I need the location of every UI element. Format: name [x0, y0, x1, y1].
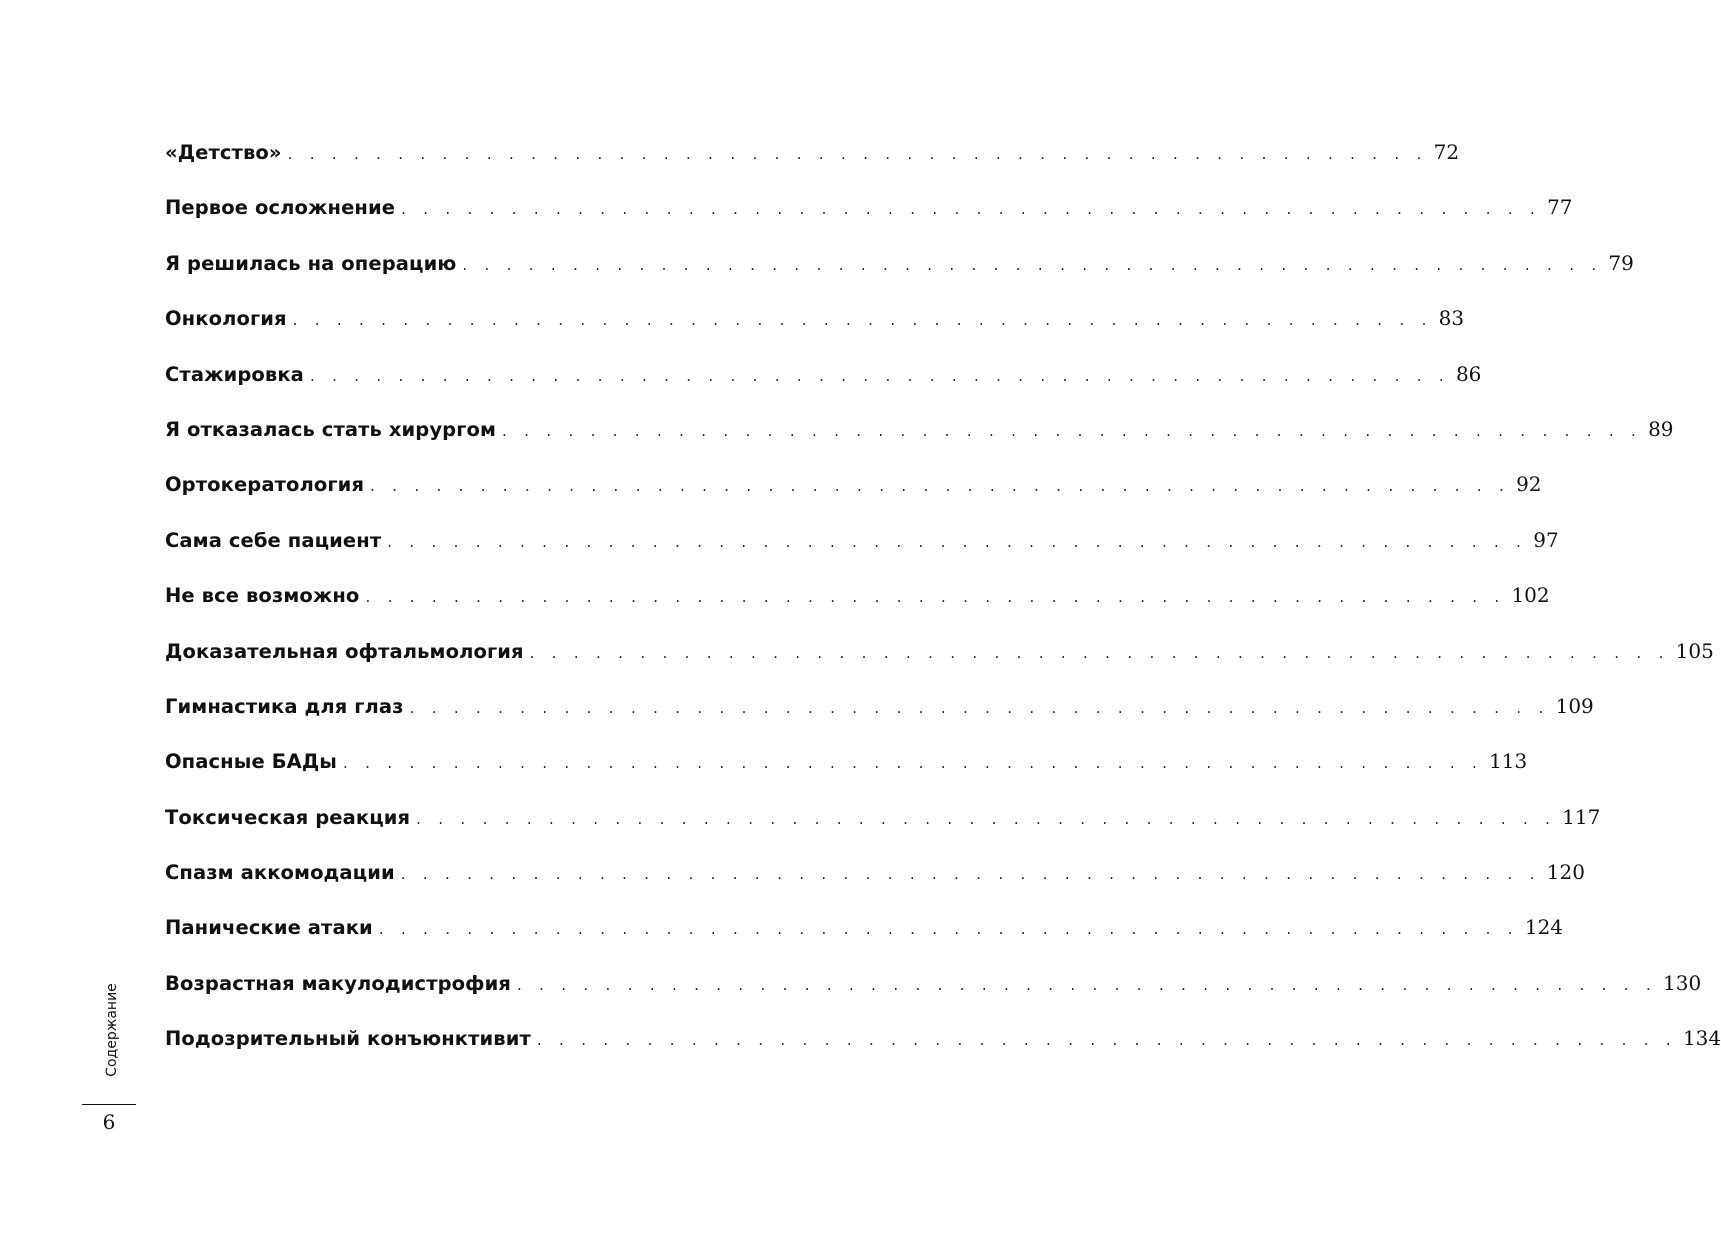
toc-entry-page: 102	[1511, 583, 1550, 608]
toc-entry-page: 89	[1648, 416, 1674, 441]
dot-leader: . . . . . . . . . . . . . . . . . . . . . . . . . . . . . . . . . . . . . . . . . . . . . . . . . . . .	[462, 255, 1603, 274]
dot-leader: . . . . . . . . . . . . . . . . . . . . . . . . . . . . . . . . . . . . . . . . . . . . . . . . . . . .	[502, 421, 1643, 440]
toc-entry	[165, 576, 1550, 631]
dot-leader: . . . . . . . . . . . . . . . . . . . . . . . . . . . . . . . . . . . . . . . . . . . . . . . . . . . .	[370, 477, 1511, 496]
toc-entry-page: 97	[1533, 527, 1559, 552]
toc-entry-page: 113	[1489, 749, 1528, 774]
toc-entry-page: 120	[1546, 860, 1585, 885]
toc-entry	[165, 410, 1674, 465]
dot-leader: . . . . . . . . . . . . . . . . . . . . . . . . . . . . . . . . . . . . . . . . . . . . . . . . . . . .	[343, 754, 1484, 773]
toc-entry-title: Токсическая реакция	[165, 805, 411, 829]
toc-entry-title: Я отказалась стать хирургом	[165, 417, 497, 441]
toc-entry	[165, 964, 1702, 1019]
toc-entry-page: 72	[1433, 140, 1460, 164]
toc-entry	[165, 798, 1601, 853]
toc-entry	[165, 133, 1460, 188]
toc-entry	[165, 853, 1585, 908]
dot-leader: . . . . . . . . . . . . . . . . . . . . . . . . . . . . . . . . . . . . . . . . . . . . . . . . . . . .	[529, 643, 1670, 662]
dot-leader: . . . . . . . . . . . . . . . . . . . . . . . . . . . . . . . . . . . . . . . . . . . . . . . . . . . .	[387, 532, 1528, 551]
toc-entry-title: Спазм аккомодации	[165, 861, 395, 885]
dot-leader: . . . . . . . . . . . . . . . . . . . . . . . . . . . . . . . . . . . . . . . . . . . . . . . . . . . .	[517, 975, 1658, 994]
toc-entry-title: Панические атаки	[165, 916, 373, 940]
toc-entry	[165, 521, 1559, 576]
dot-leader: . . . . . . . . . . . . . . . . . . . . . . . . . . . . . . . . . . . . . . . . . . . . . . . . . . . .	[416, 809, 1557, 828]
dot-leader: . . . . . . . . . . . . . . . . . . . . . . . . . . . . . . . . . . . . . . . . . . . . . . . . . . . .	[378, 920, 1519, 939]
toc-entry	[165, 1019, 1721, 1074]
dot-leader: . . . . . . . . . . . . . . . . . . . . . . . . . . . . . . . . . . . . . . . . . . . . . . . . . . . .	[287, 145, 1428, 163]
toc-entry-page: 130	[1663, 970, 1702, 995]
toc-entry	[165, 465, 1542, 520]
toc-entry	[165, 188, 1573, 243]
toc-entry-title: Не все возможно	[165, 584, 360, 608]
toc-entry-page: 83	[1438, 306, 1465, 331]
toc-entry	[165, 355, 1482, 410]
folio-rule	[82, 1104, 136, 1105]
toc-entry-page: 92	[1516, 472, 1542, 497]
toc-entry-title: «Детство»	[165, 141, 282, 164]
toc-entry	[165, 687, 1594, 742]
toc-entry-title: Гимнастика для глаз	[165, 694, 404, 718]
table-of-contents	[165, 133, 1721, 1075]
toc-entry	[165, 908, 1564, 963]
toc-entry-page: 124	[1524, 915, 1564, 940]
toc-entry-page: 86	[1455, 361, 1482, 386]
toc-entry	[165, 632, 1714, 687]
toc-entry	[165, 742, 1528, 797]
toc-entry-title: Онкология	[165, 307, 287, 331]
toc-entry-title: Стажировка	[165, 362, 304, 386]
toc-entry-title: Ортокератология	[165, 473, 365, 497]
dot-leader: . . . . . . . . . . . . . . . . . . . . . . . . . . . . . . . . . . . . . . . . . . . . . . . . . . . .	[309, 366, 1450, 385]
toc-entry-title: Первое осложнение	[165, 196, 396, 220]
toc-entry-title: Опасные БАДы	[165, 750, 338, 774]
dot-leader: . . . . . . . . . . . . . . . . . . . . . . . . . . . . . . . . . . . . . . . . . . . . . . . . . . . .	[409, 698, 1550, 717]
toc-entry-title: Возрастная макулодистрофия	[165, 971, 511, 995]
toc-entry-title: Сама себе пациент	[165, 528, 382, 552]
dot-leader: . . . . . . . . . . . . . . . . . . . . . . . . . . . . . . . . . . . . . . . . . . . . . . . . . . . .	[365, 588, 1506, 607]
toc-entry-title: Подозрительный конъюнктивит	[165, 1027, 531, 1051]
toc-entry-page: 117	[1562, 804, 1601, 829]
toc-entry-page: 79	[1608, 250, 1634, 275]
running-head: Содержание	[104, 983, 120, 1077]
toc-entry-title: Я решилась на операцию	[165, 251, 457, 275]
dot-leader: . . . . . . . . . . . . . . . . . . . . . . . . . . . . . . . . . . . . . . . . . . . . . . . . . . . .	[536, 1031, 1677, 1050]
dot-leader: . . . . . . . . . . . . . . . . . . . . . . . . . . . . . . . . . . . . . . . . . . . . . . . . . . . .	[401, 200, 1542, 219]
toc-entry-page: 109	[1555, 693, 1594, 718]
dot-leader: . . . . . . . . . . . . . . . . . . . . . . . . . . . . . . . . . . . . . . . . . . . . . . . . . . . .	[400, 865, 1541, 884]
toc-entry	[165, 299, 1465, 354]
toc-entry-title: Доказательная офтальмология	[165, 639, 524, 663]
toc-entry-page: 105	[1675, 638, 1714, 663]
toc-entry-page: 77	[1547, 195, 1573, 220]
toc-entry	[165, 244, 1634, 299]
page-number: 6	[102, 1110, 116, 1134]
toc-entry-page: 134	[1682, 1026, 1721, 1051]
dot-leader: . . . . . . . . . . . . . . . . . . . . . . . . . . . . . . . . . . . . . . . . . . . . . . . . . . . .	[292, 311, 1433, 330]
